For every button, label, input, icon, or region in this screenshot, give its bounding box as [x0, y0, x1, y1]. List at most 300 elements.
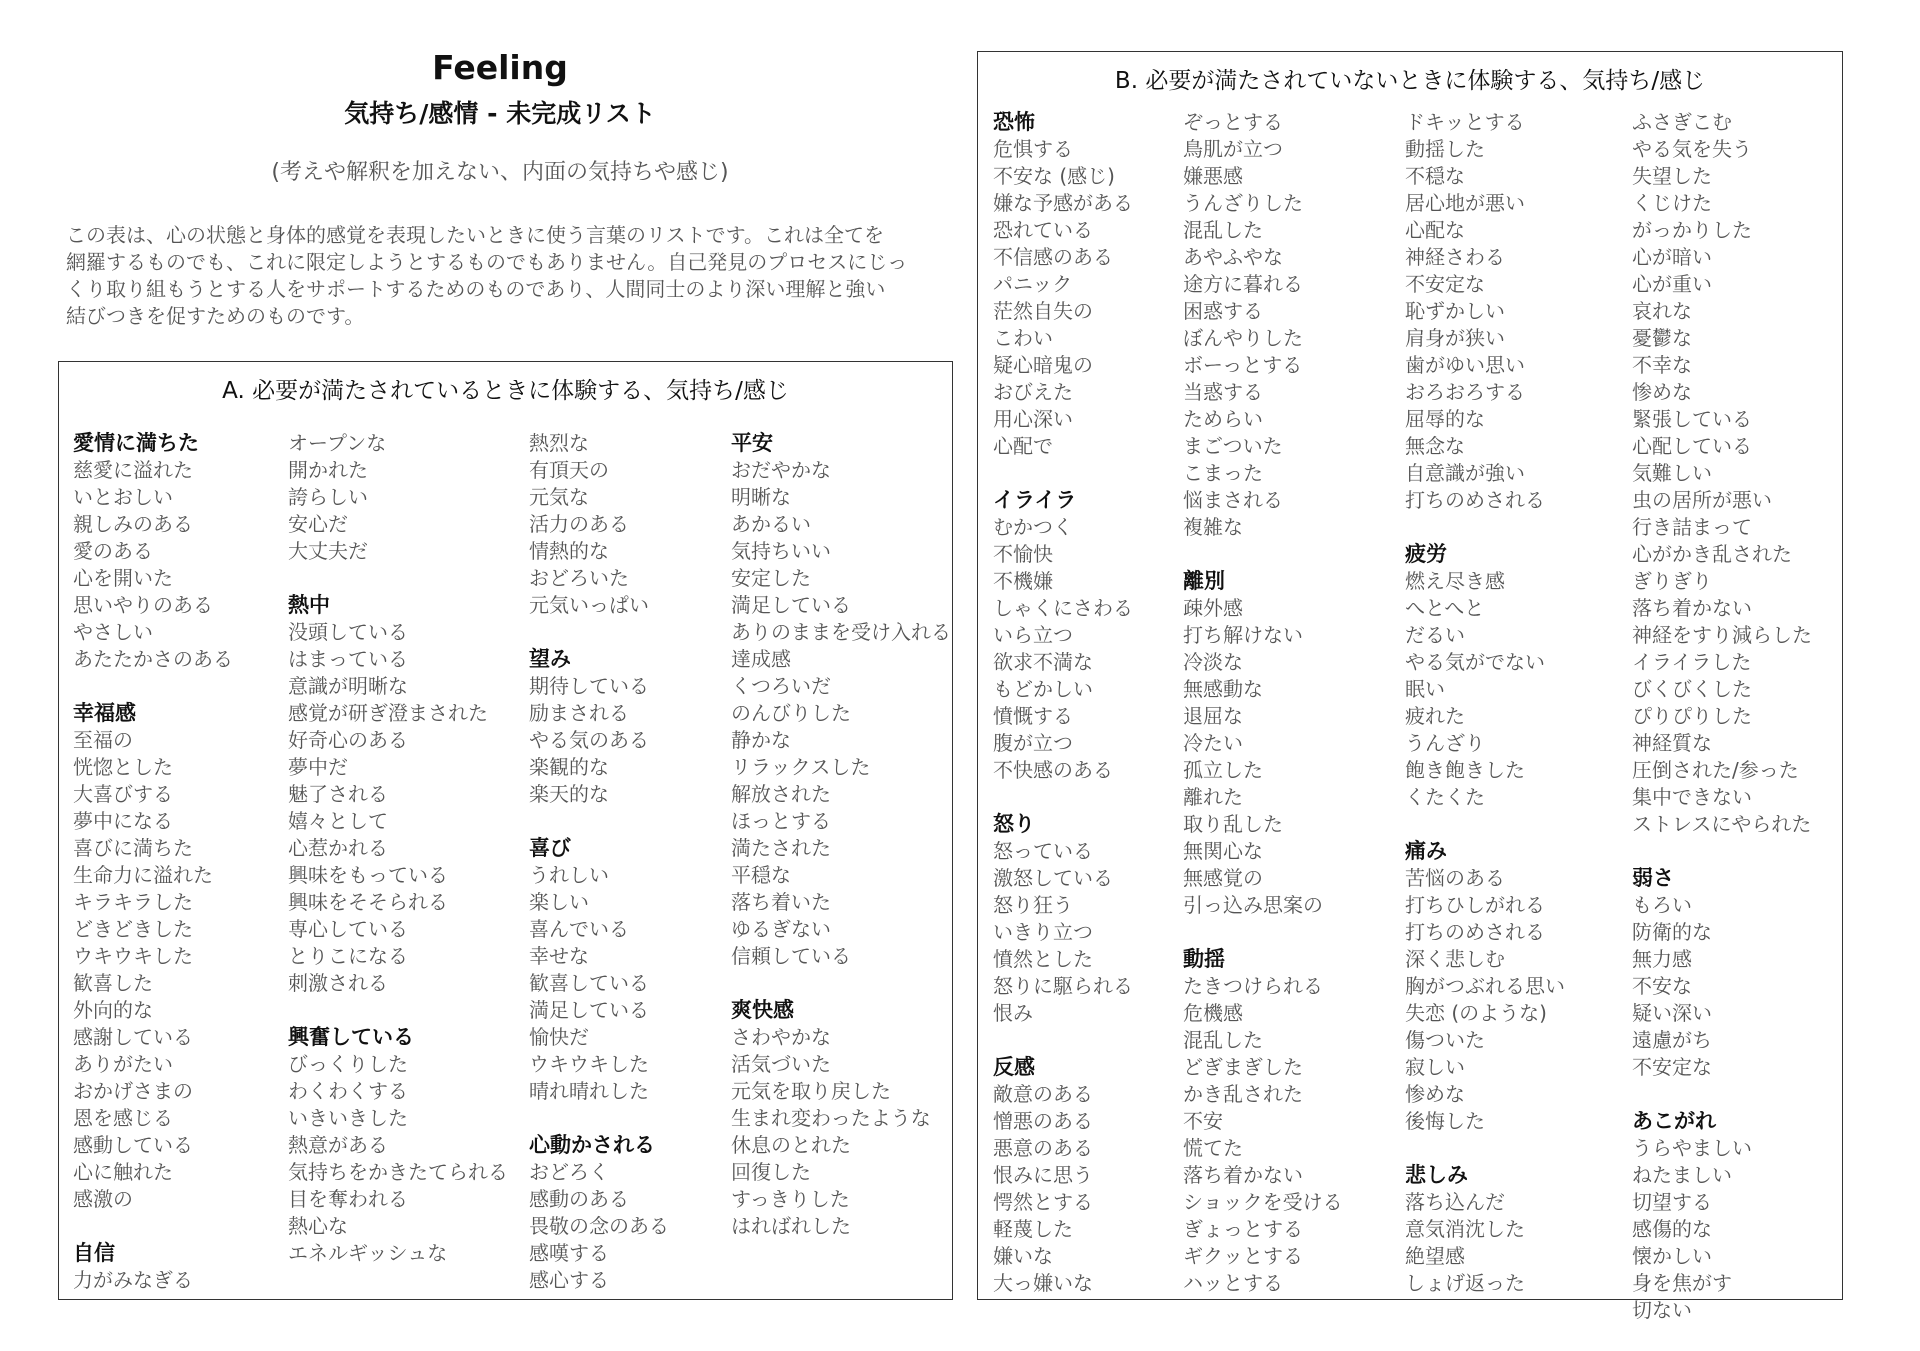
feeling-word: 困惑する: [1183, 299, 1263, 323]
feeling-word: 心を開いた: [73, 566, 173, 590]
feeling-word: 不信感のある: [993, 245, 1113, 269]
feeling-word: ぞっとする: [1183, 110, 1283, 134]
feeling-word: 動揺した: [1405, 137, 1485, 161]
feeling-word: 心配している: [1632, 434, 1752, 458]
feeling-word: 歯がゆい思い: [1405, 353, 1525, 377]
feeling-word: 憤慨する: [993, 704, 1073, 728]
feeling-word: 不愉快: [993, 542, 1053, 566]
feeling-word: イライラした: [1632, 650, 1752, 674]
feeling-word: 畏敬の念のある: [529, 1214, 669, 1238]
feeling-word: 休息のとれた: [731, 1133, 851, 1157]
feeling-word: 傷ついた: [1405, 1028, 1485, 1052]
feeling-word: 打ちのめされる: [1405, 488, 1545, 512]
word-column: [1183, 109, 1343, 1324]
section-title: B. 必要が満たされていないときに体験する、気持ち/感じ: [1114, 68, 1706, 94]
feeling-word: 冷たい: [1183, 731, 1243, 755]
feeling-word: ありがたい: [73, 1052, 173, 1076]
feeling-word: 楽観的な: [529, 755, 609, 779]
feeling-word: やる気のある: [529, 728, 649, 752]
feeling-word: 惨めな: [1405, 1082, 1465, 1106]
feeling-word: 無感覚の: [1183, 866, 1263, 890]
feeling-word: ほっとする: [731, 809, 831, 833]
feeling-group: [1632, 109, 1812, 838]
feeling-word: リラックスした: [731, 755, 871, 779]
feeling-word: 防衛的な: [1632, 920, 1712, 944]
feeling-word: 力がみなぎる: [73, 1268, 193, 1292]
feeling-word: おどろく: [529, 1160, 609, 1184]
feeling-word: 生命力に溢れた: [73, 863, 213, 887]
feeling-word: こまった: [1183, 461, 1263, 485]
feeling-word: 嫌な予感がある: [993, 191, 1133, 215]
feeling-word: 励まされる: [529, 701, 629, 725]
group-heading: 動揺: [1183, 947, 1225, 971]
feeling-word: ねたましい: [1632, 1163, 1732, 1187]
feeling-group: [731, 430, 951, 970]
section-needs-met: [58, 361, 953, 1300]
feeling-word: 静かな: [731, 728, 791, 752]
feeling-word: 危惧する: [993, 137, 1073, 161]
feeling-word: 愉快だ: [529, 1025, 589, 1049]
page-note: (考えや解釈を加えない、内面の気持ちや感じ): [271, 160, 729, 185]
feeling-word: ぎょっとする: [1183, 1217, 1303, 1241]
feeling-word: 晴れ晴れした: [529, 1079, 649, 1103]
feeling-word: 後悔した: [1405, 1109, 1485, 1133]
feeling-word: 身を焦がす: [1632, 1271, 1732, 1295]
feeling-word: 恨み: [993, 1001, 1033, 1025]
feeling-word: 憎悪のある: [993, 1109, 1093, 1133]
feeling-group: [288, 430, 508, 565]
word-column: [1405, 109, 1565, 1324]
feeling-word: すっきりした: [731, 1187, 850, 1211]
feeling-group: [1183, 109, 1343, 541]
feeling-word: 肩身が狭い: [1405, 326, 1505, 350]
feeling-word: たきつけられる: [1183, 974, 1323, 998]
feeling-word: ウキウキした: [73, 944, 193, 968]
group-heading: 心動かされる: [529, 1133, 655, 1157]
feeling-group: [73, 700, 233, 1213]
feeling-word: ためらい: [1183, 407, 1263, 431]
feeling-word: 不穏な: [1405, 164, 1465, 188]
feeling-word: 飽き飽きした: [1405, 758, 1525, 782]
feeling-word: 心がかき乱された: [1632, 542, 1792, 566]
feeling-group: [1405, 541, 1565, 811]
page-title: Feeling: [432, 48, 568, 87]
feeling-word: 生まれ変わったような: [731, 1106, 931, 1130]
feeling-word: 大っ嫌いな: [993, 1271, 1093, 1295]
feeling-group: [993, 487, 1133, 784]
feeling-word: 感心する: [529, 1268, 609, 1292]
group-heading: 喜び: [529, 836, 571, 860]
feeling-word: いきり立つ: [993, 920, 1093, 944]
feeling-word: のんびりした: [731, 701, 851, 725]
feeling-word: 退屈な: [1183, 704, 1243, 728]
feeling-word: 集中できない: [1632, 785, 1752, 809]
feeling-word: 不快感のある: [993, 758, 1113, 782]
feeling-word: おびえた: [993, 380, 1073, 404]
feeling-word: 親しみのある: [73, 512, 193, 536]
feeling-group: [993, 1054, 1133, 1297]
feeling-word: 深く悲しむ: [1405, 947, 1505, 971]
feeling-word: 行き詰まって: [1632, 515, 1752, 539]
feeling-word: 愕然とする: [993, 1190, 1093, 1214]
feeling-word: 懐かしい: [1632, 1244, 1712, 1268]
feeling-word: 苦悩のある: [1405, 866, 1505, 890]
feeling-word: 悪意のある: [993, 1136, 1093, 1160]
feeling-word: びっくりした: [288, 1052, 408, 1076]
feeling-word: 回復した: [731, 1160, 811, 1184]
feeling-word: はればれした: [731, 1214, 851, 1238]
feeling-word: 熱烈な: [529, 431, 589, 455]
group-heading: 爽快感: [731, 998, 794, 1022]
feeling-word: 期待している: [529, 674, 649, 698]
feeling-word: 落ち着かない: [1632, 596, 1752, 620]
feeling-word: パニック: [993, 272, 1073, 296]
feeling-word: 無関心な: [1183, 839, 1263, 863]
feeling-word: 恨みに思う: [993, 1163, 1093, 1187]
feeling-word: あかるい: [731, 512, 811, 536]
feeling-word: ありのままを受け入れる: [731, 620, 951, 644]
feeling-word: うんざり: [1405, 731, 1485, 755]
feeling-word: 興味をもっている: [288, 863, 448, 887]
feeling-word: やさしい: [73, 620, 153, 644]
feeling-word: いとおしい: [73, 485, 173, 509]
feeling-word: もろい: [1632, 893, 1692, 917]
feeling-group: [731, 997, 951, 1240]
word-column: [73, 430, 233, 1321]
feeling-word: 感動している: [73, 1133, 193, 1157]
feeling-word: ストレスにやられた: [1632, 812, 1812, 836]
feeling-group: [993, 109, 1133, 460]
feeling-word: 慈愛に溢れた: [73, 458, 193, 482]
feeling-word: 感嘆する: [529, 1241, 609, 1265]
feeling-word: 安心だ: [288, 512, 348, 536]
group-heading: 疲労: [1405, 542, 1447, 566]
feeling-word: 大喜びする: [73, 782, 173, 806]
feeling-word: 落ち着いた: [731, 890, 831, 914]
feeling-word: はまっている: [288, 647, 408, 671]
feeling-word: 平穏な: [731, 863, 791, 887]
feeling-word: 混乱した: [1183, 218, 1263, 242]
feeling-word: 魅了される: [288, 782, 388, 806]
feeling-word: 熱心な: [288, 1214, 348, 1238]
feeling-word: 神経をすり減らした: [1632, 623, 1812, 647]
feeling-word: ぴりぴりした: [1632, 704, 1752, 728]
feeling-word: 意識が明晰な: [288, 674, 408, 698]
feeling-group: [1632, 1108, 1812, 1324]
feeling-word: 悩まされる: [1183, 488, 1283, 512]
group-heading: 自信: [73, 1241, 115, 1265]
group-heading: イライラ: [993, 488, 1077, 512]
group-heading: 怒り: [993, 812, 1035, 836]
feeling-word: 感謝している: [73, 1025, 193, 1049]
feeling-word: 取り乱した: [1183, 812, 1283, 836]
feeling-word: 幸せな: [529, 944, 589, 968]
word-column: [288, 430, 508, 1294]
feeling-group: [529, 835, 669, 1105]
feeling-word: 気難しい: [1632, 461, 1712, 485]
feeling-word: 至福の: [73, 728, 133, 752]
feeling-word: 屈辱的な: [1405, 407, 1485, 431]
feeling-word: 疲れた: [1405, 704, 1465, 728]
feeling-word: 引っ込み思案の: [1183, 893, 1323, 917]
group-heading: 痛み: [1405, 839, 1447, 863]
feeling-word: 絶望感: [1405, 1244, 1465, 1268]
feeling-word: やる気がでない: [1405, 650, 1545, 674]
feeling-word: 達成感: [731, 647, 791, 671]
feeling-word: 眠い: [1405, 677, 1445, 701]
feeling-word: 興味をそそられる: [288, 890, 448, 914]
feeling-word: 不幸な: [1632, 353, 1692, 377]
feeling-word: 混乱した: [1183, 1028, 1263, 1052]
feeling-word: 喜んでいる: [529, 917, 629, 941]
feeling-word: おどろいた: [529, 566, 629, 590]
feeling-word: 不機嫌: [993, 569, 1053, 593]
feeling-word: 落ち込んだ: [1405, 1190, 1505, 1214]
feeling-group: [1632, 865, 1812, 1081]
feeling-word: 胸がつぶれる思い: [1405, 974, 1565, 998]
feeling-word: うらやましい: [1632, 1136, 1752, 1160]
feeling-word: どきどきした: [73, 917, 193, 941]
feeling-word: 嬉々として: [288, 809, 388, 833]
feeling-word: 疑心暗鬼の: [993, 353, 1093, 377]
feeling-word: 外向的な: [73, 998, 153, 1022]
feeling-word: 楽しい: [529, 890, 589, 914]
feeling-word: おろおろする: [1405, 380, 1525, 404]
feeling-word: 愛のある: [73, 539, 153, 563]
feeling-word: 夢中になる: [73, 809, 173, 833]
feeling-group: [529, 430, 669, 619]
group-heading: あこがれ: [1632, 1109, 1716, 1133]
feeling-word: 自意識が強い: [1405, 461, 1525, 485]
feeling-word: まごついた: [1183, 434, 1283, 458]
feeling-word: くたくた: [1405, 785, 1485, 809]
feeling-word: 活力のある: [529, 512, 629, 536]
feeling-group: [993, 811, 1133, 1027]
feeling-word: こわい: [993, 326, 1053, 350]
feeling-word: 虫の居所が悪い: [1632, 488, 1772, 512]
feeling-word: 緊張している: [1632, 407, 1752, 431]
group-heading: 離別: [1183, 569, 1225, 593]
feeling-word: ボーっとする: [1183, 353, 1303, 377]
feeling-word: 誇らしい: [288, 485, 368, 509]
feeling-group: [288, 1024, 508, 1267]
intro-line: この表は、心の状態と身体的感覚を表現したいときに使う言葉のリストです。これは全てを: [66, 223, 884, 247]
feeling-word: 解放された: [731, 782, 831, 806]
section-needs-unmet: [977, 51, 1843, 1322]
feeling-group: [529, 646, 669, 808]
feeling-word: 満足している: [529, 998, 649, 1022]
feeling-word: ドキッとする: [1405, 110, 1525, 134]
feeling-word: 怒っている: [993, 839, 1093, 863]
feeling-word: むかつく: [993, 515, 1073, 539]
word-column: [1632, 109, 1812, 1351]
intro-line: 結びつきを促すためのものです。: [66, 304, 365, 328]
feeling-word: 元気いっぱい: [529, 593, 649, 617]
group-heading: 望み: [529, 647, 571, 671]
feeling-word: エネルギッシュな: [288, 1241, 448, 1265]
feeling-word: 切望する: [1632, 1190, 1712, 1214]
feeling-word: かき乱された: [1183, 1082, 1303, 1106]
feeling-word: 不安定な: [1405, 272, 1485, 296]
feeling-word: 用心深い: [993, 407, 1073, 431]
feeling-word: 満足している: [731, 593, 851, 617]
feeling-word: あたたかさのある: [73, 647, 233, 671]
feeling-word: しょげ返った: [1405, 1271, 1525, 1295]
feeling-word: だるい: [1405, 623, 1465, 647]
feeling-word: 心が重い: [1632, 272, 1712, 296]
feeling-word: ギクッとする: [1183, 1244, 1303, 1268]
feeling-word: 欲求不満な: [993, 650, 1093, 674]
feeling-word: 気持ちをかきたてられる: [288, 1160, 508, 1184]
feeling-word: 切ない: [1632, 1298, 1692, 1322]
intro-paragraph: [66, 222, 946, 330]
feeling-word: もどかしい: [993, 677, 1093, 701]
group-heading: 反感: [993, 1055, 1035, 1079]
feeling-word: 失恋 (のような): [1405, 1001, 1547, 1025]
feeling-word: 不安: [1183, 1109, 1223, 1133]
feeling-group: [1405, 1162, 1565, 1297]
feeling-group: [288, 592, 508, 997]
page-subtitle: 気持ち/感情 - 未完成リスト: [344, 99, 656, 128]
feeling-word: いら立つ: [993, 623, 1073, 647]
feeling-word: どぎまぎした: [1183, 1055, 1303, 1079]
feeling-word: 有頂天の: [529, 458, 609, 482]
feeling-word: 楽天的な: [529, 782, 609, 806]
intro-line: 網羅するものでも、これに限定しようとするものでもありません。自己発見のプロセスにじっ: [66, 250, 908, 274]
feeling-word: 心惹かれる: [288, 836, 388, 860]
feeling-word: とりこになる: [288, 944, 408, 968]
feeling-word: 遠慮がち: [1632, 1028, 1712, 1052]
feeling-word: わくわくする: [288, 1079, 408, 1103]
feeling-word: 無力感: [1632, 947, 1692, 971]
feeling-word: くつろいだ: [731, 674, 831, 698]
feeling-word: 寂しい: [1405, 1055, 1465, 1079]
feeling-group: [529, 1132, 669, 1294]
group-heading: 恐怖: [993, 110, 1035, 134]
feeling-word: あやふやな: [1183, 245, 1283, 269]
feeling-word: うんざりした: [1183, 191, 1303, 215]
feeling-word: 激怒している: [993, 866, 1113, 890]
feeling-word: ショックを受ける: [1183, 1190, 1343, 1214]
feeling-word: 敵意のある: [993, 1082, 1093, 1106]
feeling-word: 憤然とした: [993, 947, 1093, 971]
feeling-word: 活気づいた: [731, 1052, 831, 1076]
feeling-word: 歓喜した: [73, 971, 153, 995]
feeling-word: しゃくにさわる: [993, 596, 1133, 620]
feeling-word: 目を奪われる: [288, 1187, 408, 1211]
word-column: [529, 430, 669, 1321]
feeling-word: 不安定な: [1632, 1055, 1712, 1079]
feeling-word: 喜びに満ちた: [73, 836, 193, 860]
feeling-word: 恐れている: [993, 218, 1093, 242]
feeling-word: 恍惚とした: [73, 755, 173, 779]
feeling-word: 無感動な: [1183, 677, 1263, 701]
feeling-word: 専心している: [288, 917, 408, 941]
feeling-word: くじけた: [1632, 191, 1712, 215]
group-heading: 弱さ: [1632, 866, 1674, 890]
feeling-word: 恥ずかしい: [1405, 299, 1505, 323]
feeling-word: 途方に暮れる: [1183, 272, 1303, 296]
feeling-word: 感動のある: [529, 1187, 629, 1211]
feeling-word: がっかりした: [1632, 218, 1752, 242]
feeling-word: 元気を取り戻した: [731, 1079, 891, 1103]
group-heading: 熱中: [288, 593, 330, 617]
feeling-word: 神経さわる: [1405, 245, 1505, 269]
feeling-word: 感覚が研ぎ澄まされた: [288, 701, 488, 725]
feeling-word: 恩を感じる: [73, 1106, 173, 1130]
feeling-word: 打ちひしがれる: [1405, 893, 1545, 917]
feeling-word: 居心地が悪い: [1405, 191, 1525, 215]
feeling-word: 満たされた: [731, 836, 831, 860]
group-heading: 平安: [731, 431, 773, 455]
feeling-word: びくびくした: [1632, 677, 1752, 701]
feeling-word: 元気な: [529, 485, 589, 509]
feeling-word: 鳥肌が立つ: [1183, 137, 1283, 161]
group-heading: 悲しみ: [1405, 1163, 1468, 1187]
feeling-word: 哀れな: [1632, 299, 1692, 323]
feeling-word: 感傷的な: [1632, 1217, 1712, 1241]
feeling-group: [73, 1240, 233, 1294]
feeling-word: 打ちのめされる: [1405, 920, 1545, 944]
feeling-word: 歓喜している: [529, 971, 649, 995]
feeling-word: 孤立した: [1183, 758, 1263, 782]
feeling-word: 大丈夫だ: [288, 539, 368, 563]
feeling-word: 圧倒された/参った: [1632, 758, 1799, 782]
intro-line: くり取り組もうとする人をサポートするためのものであり、人間同士のより深い理解と強い: [66, 277, 886, 301]
feeling-word: 燃え尽き感: [1405, 569, 1505, 593]
feeling-group: [1405, 838, 1565, 1135]
feeling-group: [73, 430, 233, 673]
feeling-word: 腹が立つ: [993, 731, 1073, 755]
feeling-word: 意気消沈した: [1405, 1217, 1525, 1241]
feeling-word: 危機感: [1183, 1001, 1243, 1025]
feeling-word: 疎外感: [1183, 596, 1243, 620]
feeling-word: 開かれた: [288, 458, 368, 482]
feeling-word: 当惑する: [1183, 380, 1263, 404]
feeling-word: やる気を失う: [1632, 137, 1752, 161]
feeling-word: いきいきした: [288, 1106, 408, 1130]
feeling-group: [1405, 109, 1565, 514]
feeling-word: ぼんやりした: [1183, 326, 1303, 350]
section-title: A. 必要が満たされているときに体験する、気持ち/感じ: [222, 378, 789, 404]
group-heading: 愛情に満ちた: [73, 431, 199, 455]
feeling-word: 軽蔑した: [993, 1217, 1073, 1241]
feeling-word: 信頼している: [731, 944, 851, 968]
feeling-word: うれしい: [529, 863, 609, 887]
feeling-word: 怒り狂う: [993, 893, 1073, 917]
feeling-word: ぎりぎり: [1632, 569, 1712, 593]
feeling-word: 離れた: [1183, 785, 1243, 809]
group-heading: 興奮している: [288, 1025, 414, 1049]
feeling-word: 没頭している: [288, 620, 408, 644]
feeling-word: 不安な (感じ): [993, 164, 1115, 188]
feeling-word: 気持ちいい: [731, 539, 831, 563]
feeling-word: 好奇心のある: [288, 728, 408, 752]
feeling-word: キラキラした: [73, 890, 193, 914]
feeling-word: 不安な: [1632, 974, 1692, 998]
group-heading: 幸福感: [73, 701, 136, 725]
feeling-word: 疑い深い: [1632, 1001, 1712, 1025]
word-column: [993, 109, 1133, 1324]
feeling-group: [1183, 568, 1343, 919]
feeling-word: 惨めな: [1632, 380, 1692, 404]
feeling-word: ふさぎこむ: [1632, 110, 1732, 134]
feeling-word: おだやかな: [731, 458, 831, 482]
feeling-word: 嫌悪感: [1183, 164, 1243, 188]
feeling-group: [1183, 946, 1343, 1297]
feeling-word: ハッとする: [1183, 1271, 1283, 1295]
feeling-word: 落ち着かない: [1183, 1163, 1303, 1187]
